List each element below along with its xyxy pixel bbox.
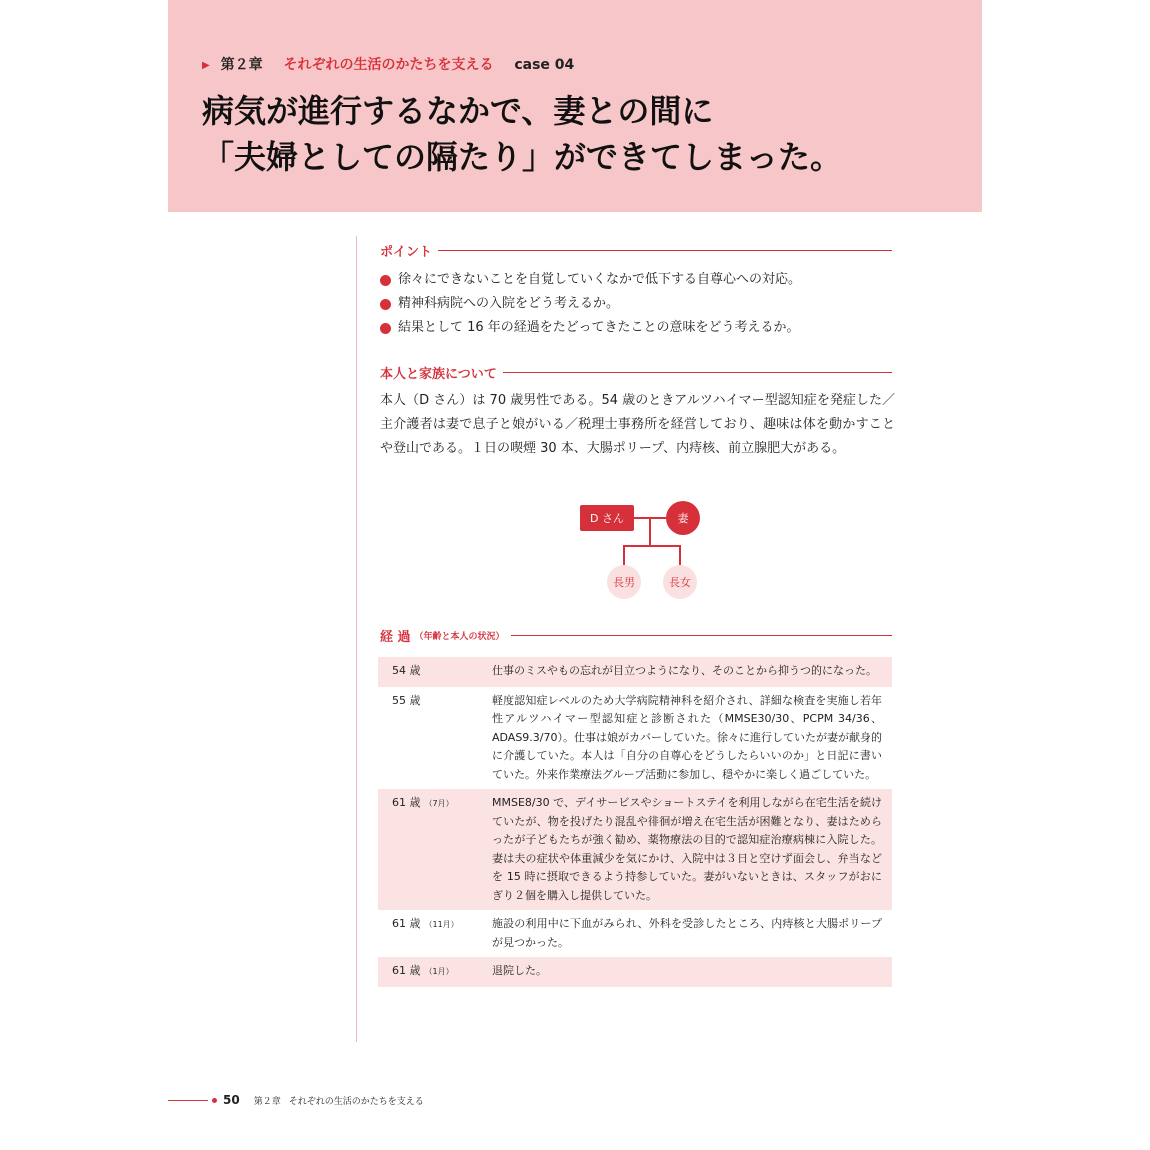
section-label: ポイント	[380, 244, 433, 260]
page-number: 50	[223, 1093, 240, 1107]
case-number: case 04	[514, 57, 575, 73]
point-text: 結果として 16 年の経過をたどってきたことの意味をどう考えるか。	[398, 320, 800, 335]
table-row	[378, 957, 892, 987]
spouse-node: 妻	[666, 501, 700, 535]
footer-dot-icon	[212, 1098, 217, 1103]
son-node: 長男	[607, 565, 641, 599]
table-row	[378, 910, 892, 957]
title-line: 病気が進行するなかで、妻との間に	[202, 92, 714, 130]
age-cell: 61 歳 （11月）	[392, 917, 459, 930]
heading-rule	[438, 250, 892, 251]
table-row	[378, 687, 892, 790]
age-cell: 54 歳	[392, 664, 421, 677]
footer-title: それぞれの生活のかたちを支える	[288, 1096, 424, 1107]
descent-line	[649, 518, 651, 546]
points-heading	[380, 240, 892, 260]
section-label: 経 過	[380, 629, 411, 645]
footer-rule	[168, 1100, 208, 1101]
bullet-icon	[380, 323, 391, 334]
section-label: 本人と家族について	[380, 366, 497, 382]
profile-heading	[380, 362, 892, 382]
section-sublabel: （年齢と本人の状況）	[414, 631, 505, 642]
course-text: 退院した。	[492, 964, 547, 977]
table-row	[378, 789, 892, 910]
sibling-line	[623, 545, 681, 547]
title-line: 「夫婦としての隔たり」ができてしまった。	[202, 138, 843, 176]
course-text: 施設の利用中に下血がみられ、外科を受診したところ、内痔核と大腸ポリープが見つかった。	[492, 917, 882, 949]
profile-text: 本人（D さん）は 70 歳男性である。54 歳のときアルツハイマー型認知症を発症した／主介護者は妻で息子と娘がいる／税理士事務所を経営しており、趣味は体を動かすことや登山である。１日の喫煙 30 本、大腸ポリープ、内痔核、前立腺肥大がある。	[380, 393, 895, 456]
chapter-subtitle: それぞれの生活のかたちを支える	[283, 57, 494, 73]
child-line	[679, 545, 681, 565]
list-item	[380, 268, 900, 292]
triangle-icon: ▶	[202, 60, 210, 71]
footer-chapter: 第２章	[253, 1096, 281, 1107]
age-cell: 55 歳	[392, 693, 421, 707]
bullet-icon	[380, 275, 391, 286]
list-item	[380, 316, 900, 340]
table-row	[378, 657, 892, 687]
chapter-header	[168, 0, 982, 212]
page-footer	[168, 1092, 424, 1108]
heading-rule	[503, 372, 892, 373]
course-text: 軽度認知症レベルのため大学病院精神科を紹介され、詳細な検査を実施し若年性アルツハイマー型認知症と診断された（MMSE30/30、PCPM 34/36、ADAS9.3/70）。仕事は娘がカバーしていた。徐々に進行していたが妻が献身的に介護していた。本人は「自分の自尊心をどうしたらいいのか」と日記に書いていた。外来作業療法グループ活動に参加し、穏やかに楽しく過ごしていた。	[492, 693, 883, 781]
course-table	[378, 657, 892, 987]
daughter-node: 長女	[663, 565, 697, 599]
age-cell: 61 歳 （1月）	[392, 964, 454, 977]
family-genogram	[560, 495, 760, 605]
course-heading	[380, 625, 892, 645]
chapter-line	[202, 54, 574, 74]
point-text: 徐々にできないことを自覚していくなかで低下する自尊心への対応。	[398, 272, 802, 287]
heading-rule	[511, 635, 892, 636]
child-line	[623, 545, 625, 565]
page-title	[202, 88, 842, 180]
self-node: D さん	[580, 505, 634, 531]
point-text: 精神科病院への入院をどう考えるか。	[398, 296, 620, 311]
left-divider	[356, 236, 357, 1042]
course-text: 仕事のミスやもの忘れが目立つようになり、そのことから抑うつ的になった。	[492, 664, 877, 677]
age-cell: 61 歳 （7月）	[392, 796, 454, 809]
chapter-label: 第２章	[220, 57, 263, 73]
course-text: MMSE8/30 で、デイサービスやショートステイを利用しながら在宅生活を続けていたが、物を投げたり混乱や徘徊が増え在宅生活が困難となり、妻はためらったが子どもたちが強く勧め、薬物療法の目的で認知症治療病棟に入院した。妻は夫の症状や体重減少を気にかけ、入院中は３日と空けず面会し、弁当などを 15 時に摂取できるよう持参していた。妻がいないときは、スタッフがおにぎり２個を購入し提供していた。	[492, 796, 882, 902]
points-list	[380, 268, 900, 340]
bullet-icon	[380, 299, 391, 310]
list-item	[380, 292, 900, 316]
